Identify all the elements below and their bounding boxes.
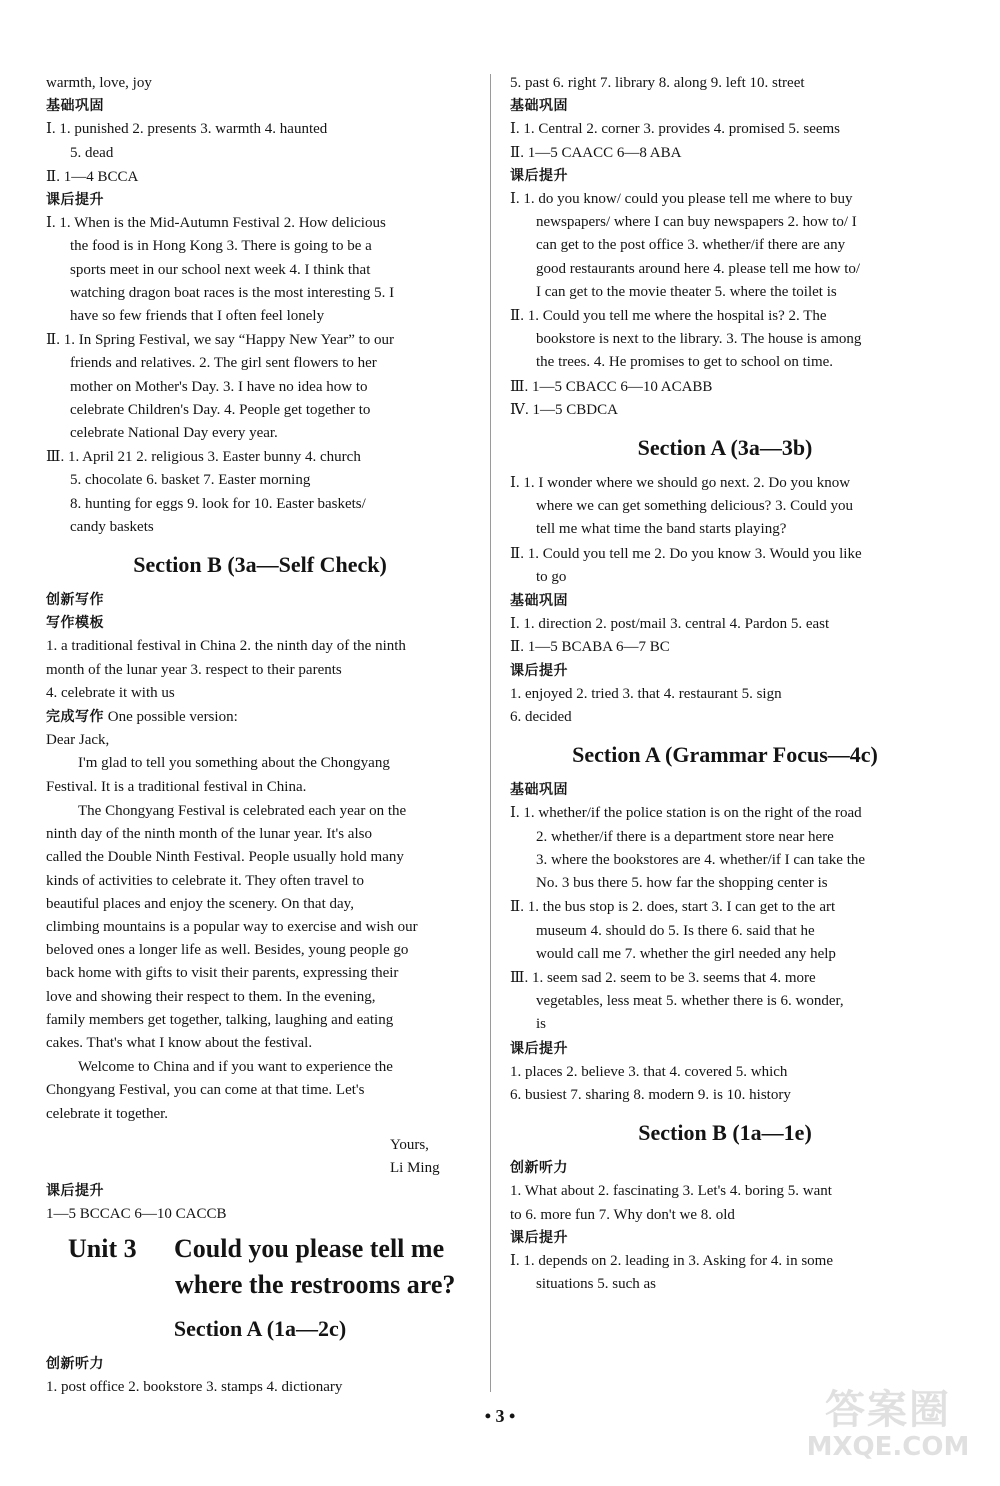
text-line: Festival. It is a traditional festival in China.	[46, 778, 307, 795]
answer-block	[46, 635, 474, 705]
text-line: newspapers/ where I can buy newspapers 2. how to/ I	[536, 214, 857, 231]
text-line: good restaurants around here 4. please tell me how to/	[536, 260, 861, 277]
text-line: Ⅰ. 1. do you know/ could you please tell me where to buy	[510, 191, 853, 208]
text-line: 1. post office 2. bookstore 3. stamps 4. dictionary	[46, 1378, 343, 1395]
label-kehou: 课后提升	[510, 1040, 568, 1057]
text-line: 6. busiest 7. sharing 8. modern 9. is 10. history	[510, 1086, 791, 1103]
answer-block	[510, 967, 940, 1037]
text-line: cakes. That's what I know about the festival.	[46, 1034, 313, 1051]
label-tingli: 创新听力	[46, 1355, 104, 1372]
label-kehou: 课后提升	[46, 192, 104, 209]
answer-block	[46, 446, 474, 539]
column-divider	[490, 74, 491, 1392]
label-kehou: 课后提升	[510, 167, 568, 184]
text-line: I can get to the movie theater 5. where the toilet is	[536, 283, 837, 300]
letter-signature: Li Ming	[390, 1159, 440, 1176]
text-line: called the Double Ninth Festival. People usually hold many	[46, 849, 404, 866]
text-line: Ⅱ. 1. Could you tell me where the hospital is? 2. The	[510, 308, 827, 325]
text-line: Ⅲ. 1. seem sad 2. seem to be 3. seems that 4. more	[510, 969, 816, 986]
label-kehou: 课后提升	[510, 662, 568, 679]
text-line: Ⅱ. 1—4 BCCA	[46, 168, 139, 185]
text-line: back home with gifts to visit their parents, expressing their	[46, 965, 399, 982]
label-wancheng: 完成写作	[46, 709, 104, 726]
letter-paragraph	[46, 800, 474, 1055]
text-line: 5. chocolate 6. basket 7. Easter morning	[70, 472, 311, 489]
text-line: 1. What about 2. fascinating 3. Let's 4. boring 5. want	[510, 1183, 832, 1200]
watermark-logo	[798, 1388, 978, 1470]
text-line: 2. whether/if there is a department store near here	[536, 828, 834, 845]
text-line: tell me what time the band starts playing?	[536, 521, 787, 538]
text-line: The Chongyang Festival is celebrated each year on the	[78, 802, 407, 819]
text-line: I'm glad to tell you something about the Chongyang	[78, 755, 390, 772]
text-line: Ⅱ. 1. In Spring Festival, we say “Happy New Year” to our	[46, 332, 395, 349]
text-line: month of the lunar year 3. respect to their parents	[46, 661, 342, 678]
label-kehou: 课后提升	[510, 1229, 568, 1246]
label-kehou: 课后提升	[46, 1183, 104, 1200]
text-line: vegetables, less meat 5. whether there is 6. wonder,	[536, 993, 844, 1010]
text-line: climbing mountains is a popular way to exercise and wish our	[46, 918, 418, 935]
text-line: Ⅰ. 1. punished 2. presents 3. warmth 4. haunted	[46, 121, 328, 138]
right-column	[510, 72, 940, 1296]
text-line: the food is in Hong Kong 3. There is going to be a	[70, 238, 372, 255]
answer-block	[46, 118, 474, 164]
text-line: No. 3 bus there 5. how far the shopping center is	[536, 875, 828, 892]
letter-paragraph	[46, 752, 474, 798]
text-line: warmth, love, joy	[46, 75, 152, 91]
section-heading: Section A (3a—3b)	[637, 435, 813, 461]
answer-block	[46, 329, 474, 445]
text-line: celebrate it together.	[46, 1105, 169, 1122]
letter-paragraph	[46, 1056, 474, 1126]
watermark-text: 答案圈	[825, 1387, 951, 1433]
wancheng-text: One possible version:	[107, 709, 238, 726]
text-line: celebrate Children's Day. 4. People get together to	[70, 401, 371, 418]
text-line: Ⅰ. 1. I wonder where we should go next. 2. Do you know	[510, 475, 851, 492]
text-line: Ⅲ. 1. April 21 2. religious 3. Easter bunny 4. church	[46, 449, 361, 466]
text-line: 1. places 2. believe 3. that 4. covered 5. which	[510, 1063, 788, 1080]
text-line: 3. where the bookstores are 4. whether/if I can take the	[536, 851, 866, 868]
text-line: Ⅰ. 1. depends on 2. leading in 3. Asking for 4. in some	[510, 1252, 833, 1269]
text-line: beautiful places and enjoy the scenery. On that day,	[46, 895, 354, 912]
text-line: 5. dead	[70, 144, 114, 161]
text-line: family members get together, talking, laughing and eating	[46, 1011, 394, 1028]
text-line: 8. hunting for eggs 9. look for 10. Easter baskets/	[70, 495, 366, 512]
text-line: 1. enjoyed 2. tried 3. that 4. restaurant 5. sign	[510, 685, 782, 702]
label-jichu: 基础巩固	[510, 98, 568, 115]
text-line: 1. a traditional festival in China 2. the ninth day of the ninth	[46, 638, 406, 655]
text-line: Ⅰ. 1. Central 2. corner 3. provides 4. promised 5. seems	[510, 121, 841, 138]
answer-block	[510, 896, 940, 966]
answer-block	[510, 188, 940, 304]
text-line: love and showing their respect to them. In the evening,	[46, 988, 376, 1005]
text-line: sports meet in our school next week 4. I think that	[70, 261, 371, 278]
text-line: Ⅱ. 1. Could you tell me 2. Do you know 3. Would you like	[510, 545, 862, 562]
text-line: Ⅱ. 1—5 CAACC 6—8 ABA	[510, 144, 682, 161]
label-jichu: 基础巩固	[510, 782, 568, 799]
left-column	[46, 72, 474, 1399]
section-heading: Section A (Grammar Focus—4c)	[572, 742, 878, 768]
text-line: would call me 7. whether the girl needed any help	[536, 945, 836, 962]
answer-block	[510, 472, 940, 542]
text-line: Welcome to China and if you want to experience the	[78, 1059, 393, 1076]
text-line: Ⅱ. 1—5 BCABA 6—7 BC	[510, 639, 670, 656]
letter-closing: Yours,	[390, 1136, 429, 1153]
page-number: • 3 •	[484, 1406, 516, 1426]
label-jichu: 基础巩固	[510, 593, 568, 610]
label-chuangxin: 创新写作	[46, 592, 104, 609]
text-line: is	[536, 1016, 547, 1033]
label-tingli: 创新听力	[510, 1160, 568, 1177]
answer-block	[510, 305, 940, 375]
text-line: Ⅱ. 1. the bus stop is 2. does, start 3. I can get to the art	[510, 899, 836, 916]
text-line: where we can get something delicious? 3. Could you	[536, 498, 854, 515]
label-jichu: 基础巩固	[46, 98, 104, 115]
answer-block	[46, 212, 474, 328]
text-line: Ⅰ. 1. When is the Mid-Autumn Festival 2. How delicious	[46, 215, 386, 232]
text-line: 1—5 BCCAC 6—10 CACCB	[46, 1206, 227, 1223]
text-line: bookstore is next to the library. 3. The house is among	[536, 331, 862, 348]
text-line: mother on Mother's Day. 3. I have no idea how to	[70, 378, 368, 395]
text-line: Ⅳ. 1—5 CBDCA	[510, 401, 618, 418]
unit-number: Unit 3	[68, 1233, 137, 1263]
answer-block	[510, 543, 940, 589]
text-line: Ⅰ. 1. direction 2. post/mail 3. central 4. Pardon 5. east	[510, 616, 830, 633]
section-heading: Section B (1a—1e)	[638, 1120, 812, 1146]
text-line: have so few friends that I often feel lonely	[70, 308, 325, 325]
text-line: to 6. more fun 7. Why don't we 8. old	[510, 1206, 735, 1223]
text-line: the trees. 4. He promises to get to school on time.	[536, 354, 834, 371]
text-line: ninth day of the ninth month of the lunar year. It's also	[46, 826, 372, 843]
text-line: Chongyang Festival, you can come at that time. Let's	[46, 1082, 365, 1099]
section-heading: Section B (3a—Self Check)	[133, 552, 387, 578]
text-line: situations 5. such as	[536, 1276, 656, 1293]
text-line: watching dragon boat races is the most interesting 5. I	[70, 284, 395, 301]
wancheng-line	[46, 706, 474, 729]
text-line: kinds of activities to celebrate it. They often travel to	[46, 872, 364, 889]
watermark-url: MXQE.COM	[806, 1432, 970, 1462]
text-line: to go	[536, 568, 567, 585]
text-line: friends and relatives. 2. The girl sent flowers to her	[70, 355, 377, 372]
label-xiezuo: 写作模板	[46, 615, 104, 632]
text-line: candy baskets	[70, 518, 154, 535]
text-line: Ⅲ. 1—5 CBACC 6—10 ACABB	[510, 378, 713, 395]
text-line: beloved ones a longer life as well. Besides, young people go	[46, 942, 409, 959]
unit-title: Could you please tell me	[174, 1233, 445, 1263]
answer-block	[510, 802, 940, 895]
section-heading: Section A (1a—2c)	[173, 1315, 347, 1341]
text-line: can get to the post office 3. whether/if there are any	[536, 237, 846, 254]
text-line: 4. celebrate it with us	[46, 684, 175, 701]
text-line: museum 4. should do 5. Is there 6. said that he	[536, 922, 815, 939]
unit-title: where the restrooms are?	[175, 1269, 456, 1299]
text-line: celebrate National Day every year.	[70, 425, 278, 442]
letter-greeting: Dear Jack,	[46, 732, 110, 749]
text-line: Ⅰ. 1. whether/if the police station is on the right of the road	[510, 805, 862, 822]
unit-heading	[46, 1231, 474, 1303]
text-line: 5. past 6. right 7. library 8. along 9. left 10. street	[510, 75, 805, 91]
text-line: 6. decided	[510, 709, 572, 726]
